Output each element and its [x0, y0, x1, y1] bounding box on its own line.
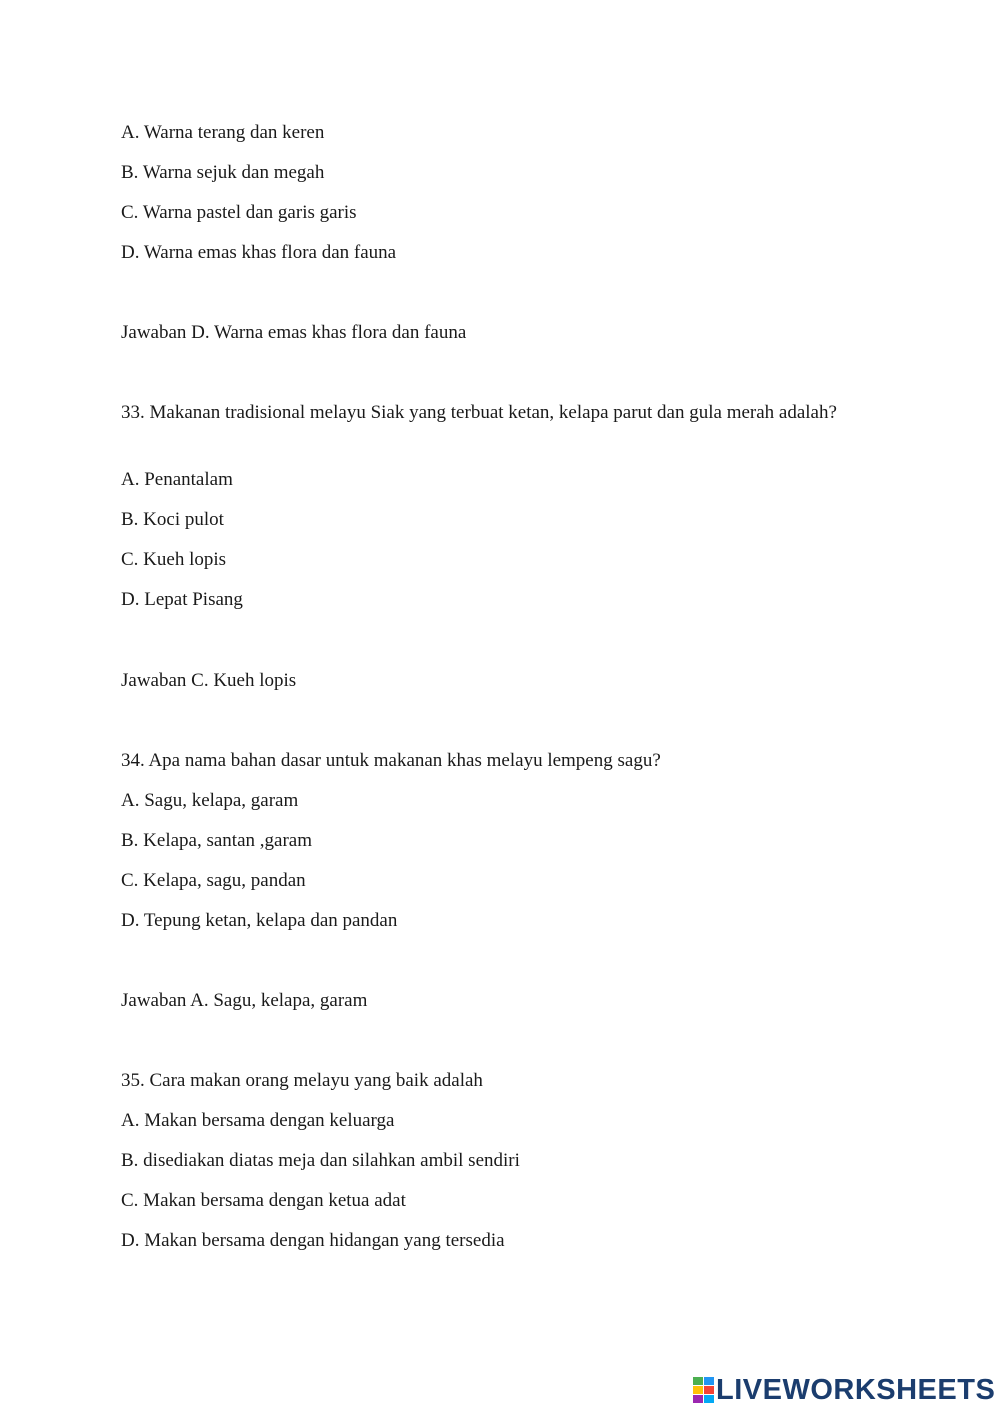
q35-option-d: D. Makan bersama dengan hidangan yang tersedia [121, 1230, 505, 1251]
logo-text: LIVEWORKSHEETS [716, 1373, 996, 1406]
q35-option-b: B. disediakan diatas meja dan silahkan ambil sendiri [121, 1150, 520, 1171]
q32-answer: Jawaban D. Warna emas khas flora dan fauna [121, 322, 467, 343]
q32-option-d: D. Warna emas khas flora dan fauna [121, 242, 397, 263]
q34-answer: Jawaban A. Sagu, kelapa, garam [121, 990, 368, 1011]
q34-option-b: B. Kelapa, santan ,garam [121, 830, 312, 851]
q35-question: 35. Cara makan orang melayu yang baik adalah [121, 1070, 483, 1091]
q34-option-c: C. Kelapa, sagu, pandan [121, 870, 306, 891]
q34-option-d: D. Tepung ketan, kelapa dan pandan [121, 910, 398, 931]
q32-option-c: C. Warna pastel dan garis garis [121, 202, 357, 223]
liveworksheets-grid-icon [693, 1377, 713, 1403]
q34-option-a: A. Sagu, kelapa, garam [121, 790, 299, 811]
q32-option-b: B. Warna sejuk dan megah [121, 162, 325, 183]
q33-question: 33. Makanan tradisional melayu Siak yang terbuat ketan, kelapa parut dan gula merah adalah? [121, 402, 837, 423]
q34-question: 34. Apa nama bahan dasar untuk makanan khas melayu lempeng sagu? [121, 750, 661, 771]
liveworksheets-logo [693, 1374, 995, 1406]
q33-answer: Jawaban C. Kueh lopis [121, 670, 297, 691]
q35-option-a: A. Makan bersama dengan keluarga [121, 1110, 395, 1131]
q35-option-c: C. Makan bersama dengan ketua adat [121, 1190, 406, 1211]
q32-option-a: A. Warna terang dan keren [121, 122, 325, 143]
q33-option-d: D. Lepat Pisang [121, 589, 243, 610]
q33-option-a: A. Penantalam [121, 469, 233, 490]
q33-option-b: B. Koci pulot [121, 509, 224, 530]
q33-option-c: C. Kueh lopis [121, 549, 227, 570]
